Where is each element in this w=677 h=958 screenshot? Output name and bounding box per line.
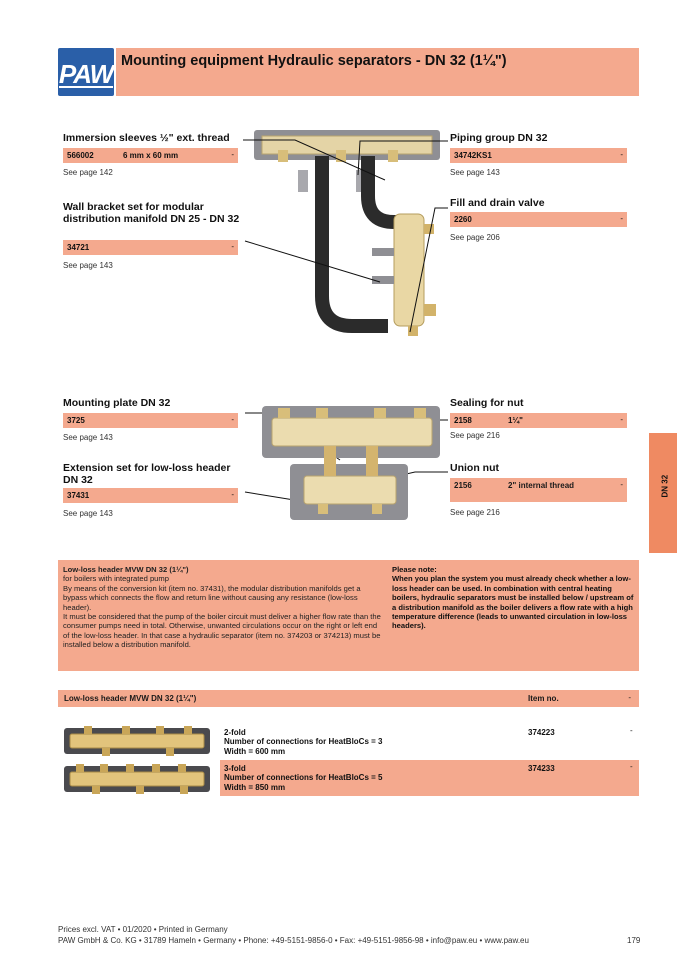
item-price: - xyxy=(630,762,633,771)
see-page: See page 206 xyxy=(450,233,500,242)
product-connections: Number of connections for HeatBloCs = 5 xyxy=(224,773,383,783)
fitting xyxy=(122,726,130,734)
see-page: See page 143 xyxy=(63,433,113,442)
footer-line-2: PAW GmbH & Co. KG • 31789 Hameln • Germany • Phone: +49-5151-9856-0 • Fax: +49-5151-9856-98 • info@paw.eu • www.paw.eu xyxy=(58,936,529,945)
see-page: See page 143 xyxy=(63,509,113,518)
info-right-body: When you plan the system you must already check whether a low-loss header can be used. In combination with central heating boilers, hydraulic separators must be installed below / upstream of a distribution manifold as the boiler delivers a flow rate with a high temperature difference (leads to unwanted circulation in low-loss headers). xyxy=(392,574,634,631)
item-heading: Fill and drain valve xyxy=(450,197,545,209)
item-code: 3725 xyxy=(67,416,85,425)
connector xyxy=(366,446,378,476)
info-right-title: Please note: xyxy=(392,565,437,574)
fitting xyxy=(372,504,382,514)
item-price: - xyxy=(630,726,633,735)
item-price: - xyxy=(231,150,234,159)
item-row xyxy=(63,413,238,428)
see-page: See page 216 xyxy=(450,508,500,517)
fitting xyxy=(316,408,328,418)
item-code: 2158 xyxy=(454,416,472,425)
see-page: See page 216 xyxy=(450,431,500,440)
product-width: Width = 850 mm xyxy=(224,782,286,792)
item-code: 566002 xyxy=(67,151,94,160)
info-right xyxy=(392,565,637,631)
item-spec: 1¼" xyxy=(508,416,523,425)
item-price: - xyxy=(231,242,234,251)
item-row xyxy=(63,488,238,503)
item-price: - xyxy=(620,214,623,223)
product-image-3-fold xyxy=(62,762,212,796)
product-variant: 2-fold xyxy=(224,728,246,737)
item-heading: Piping group DN 32 xyxy=(450,132,548,144)
item-spec: 6 mm x 60 mm xyxy=(123,151,179,160)
product-image-2-fold xyxy=(62,724,212,758)
product-description xyxy=(224,728,382,756)
fitting xyxy=(84,726,92,734)
info-left-body: for boilers with integrated pump By means of the conversion kit (item no. 37431), the modular distribution manifolds get a bypass which connects the flow and return line without causing any resistance (low-loss header). It must be considered that the pump of the boiler circuit must deliver a higher flow rate than the consumer pumps need in total. Otherwise, unwanted circulations occur on the right or left end of the low-loss header. In that case a hydraulic separator (item no. 374203 or 374213) must be installed below a distribution manifold. xyxy=(63,574,381,650)
callout-line xyxy=(245,241,380,282)
manifold-bar xyxy=(272,418,432,446)
fitting xyxy=(180,786,188,794)
manifold xyxy=(70,734,204,748)
fitting xyxy=(178,764,186,772)
low-loss-header-bar xyxy=(304,476,396,504)
info-left xyxy=(63,565,383,650)
callout-line xyxy=(243,140,385,180)
table-header-item: Item no. xyxy=(528,694,559,703)
item-price: - xyxy=(620,480,623,489)
fitting xyxy=(92,786,100,794)
item-row xyxy=(450,478,627,502)
product-connections: Number of connections for HeatBloCs = 3 xyxy=(224,737,383,747)
page-number: 179 xyxy=(627,936,641,945)
see-page: See page 142 xyxy=(63,168,113,177)
item-heading: Wall bracket set for modular distribution manifold DN 25 - DN 32 xyxy=(63,201,240,225)
fitting xyxy=(126,764,134,772)
product-description xyxy=(224,764,382,792)
fitting xyxy=(152,764,160,772)
fitting xyxy=(278,408,290,418)
fitting xyxy=(184,726,192,734)
item-price: - xyxy=(620,150,623,159)
fitting xyxy=(414,408,426,418)
item-code: 34721 xyxy=(67,243,90,252)
see-page: See page 143 xyxy=(450,168,500,177)
item-code: 2156 xyxy=(454,481,472,490)
item-heading: Sealing for nut xyxy=(450,397,524,409)
info-left-title: Low-loss header MVW DN 32 (1¼") xyxy=(63,565,189,574)
connector xyxy=(324,446,336,476)
item-code: 2260 xyxy=(454,215,472,224)
fitting xyxy=(156,726,164,734)
table-header-label: Low-loss header MVW DN 32 (1¼") xyxy=(64,694,197,703)
item-price: - xyxy=(231,490,234,499)
item-code: 37431 xyxy=(67,491,90,500)
side-tab-label: DN 32 xyxy=(660,474,670,498)
item-number: 374233 xyxy=(528,764,555,773)
product-variant: 3-fold xyxy=(224,764,246,773)
callout-line xyxy=(358,141,448,175)
manifold xyxy=(70,772,204,786)
callout-line xyxy=(410,208,448,332)
fitting xyxy=(100,764,108,772)
item-spec: 2" internal thread xyxy=(508,481,575,490)
table-header xyxy=(58,690,639,707)
low-loss-header-illustration xyxy=(258,400,444,524)
footer-line-1: Prices excl. VAT • 01/2020 • Printed in Germany xyxy=(58,925,228,934)
fitting xyxy=(136,786,144,794)
item-heading: Mounting plate DN 32 xyxy=(63,397,171,409)
item-price: - xyxy=(231,415,234,424)
fitting xyxy=(166,748,174,756)
fitting xyxy=(102,748,110,756)
item-number: 374223 xyxy=(528,728,555,737)
item-heading: Immersion sleeves ½" ext. thread xyxy=(63,132,230,144)
page-title: Mounting equipment Hydraulic separators - DN 32 (1¼") xyxy=(121,53,507,69)
fitting xyxy=(76,764,84,772)
paw-logo: PAW xyxy=(58,48,114,96)
see-page: See page 143 xyxy=(63,261,113,270)
fitting xyxy=(374,408,386,418)
item-code: 34742KS1 xyxy=(454,151,492,160)
item-row xyxy=(450,413,627,428)
product-width: Width = 600 mm xyxy=(224,746,286,756)
item-heading: Extension set for low-loss header DN 32 xyxy=(63,462,231,486)
fitting xyxy=(318,504,328,514)
item-price: - xyxy=(620,415,623,424)
item-heading: Union nut xyxy=(450,462,499,474)
table-header-price: - xyxy=(628,693,631,702)
